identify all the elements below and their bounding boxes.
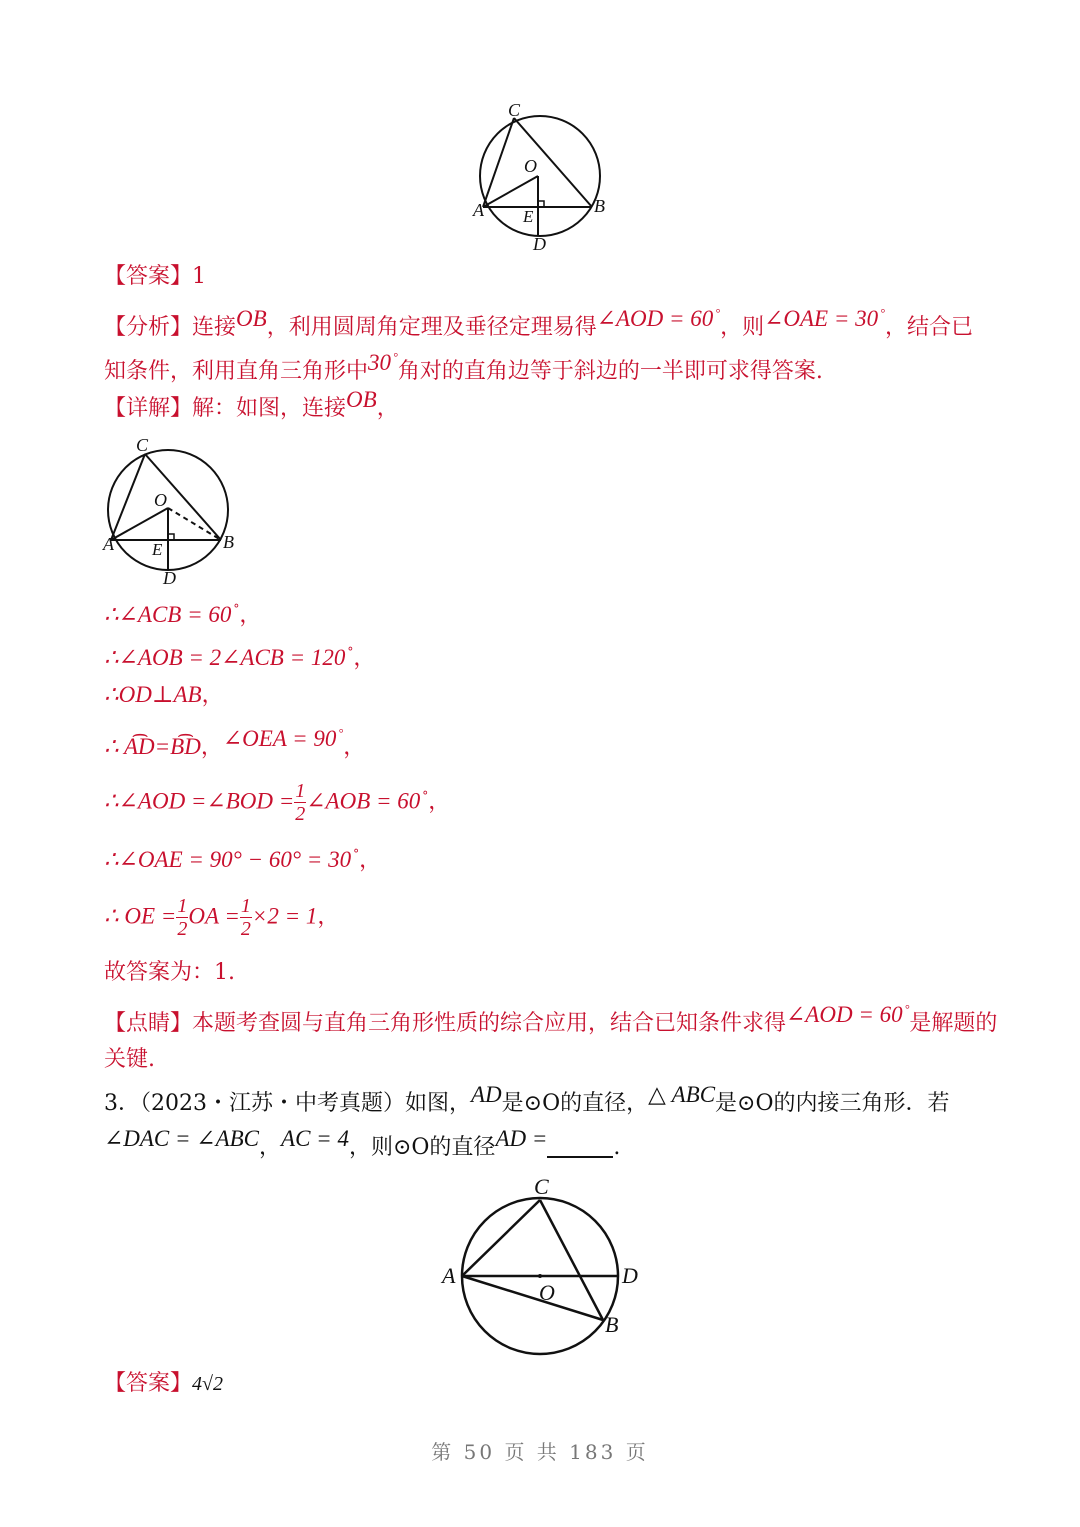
comma: ， bbox=[201, 683, 224, 708]
step-5-math: ∴∠AOD =∠BOD = bbox=[104, 788, 295, 814]
fig1-label-o: O bbox=[524, 156, 537, 176]
step-7 bbox=[104, 895, 339, 940]
comment-line-2: 关键. bbox=[104, 1047, 155, 1072]
math-thirty-degree: 30 ° bbox=[368, 350, 398, 375]
analysis-text: 角对的直角边等于斜边的一半即可求得答案. bbox=[397, 359, 823, 384]
fig3-label-a: A bbox=[442, 1263, 456, 1288]
step-5 bbox=[104, 780, 450, 825]
comment-line-1 bbox=[104, 1002, 997, 1039]
math-ad-equals: AD = bbox=[495, 1126, 548, 1151]
answer-tag: 【答案】 bbox=[104, 1371, 193, 1396]
math-triangle-abc: △ ABC bbox=[648, 1082, 716, 1107]
step-4 bbox=[104, 726, 365, 763]
step-2-math: ∴∠AOB = 2∠ACB = 120 bbox=[104, 645, 346, 670]
fig3-label-c: C bbox=[534, 1174, 549, 1199]
analysis-tag: 【分析】 bbox=[104, 315, 193, 340]
fraction-one-half: $\frac{1}{2}$ bbox=[240, 895, 251, 940]
math-angle-aod: ∠AOD = 60 ° bbox=[786, 1002, 910, 1027]
fig3-chord-ab bbox=[462, 1276, 603, 1320]
detail-text: ， bbox=[376, 396, 399, 421]
fig3-label-o: O bbox=[539, 1280, 555, 1305]
problem-3-text: ，则⊙O的直径 bbox=[348, 1135, 496, 1160]
fig2-label-d: D bbox=[163, 568, 176, 588]
analysis-text: 连接 bbox=[192, 315, 237, 340]
degree-mark: ° bbox=[347, 645, 354, 659]
problem-3-text: 是⊙O的直径， bbox=[501, 1091, 649, 1116]
problem-3-line-2 bbox=[104, 1126, 621, 1163]
fig1-label-e: E bbox=[523, 207, 534, 226]
comment-text: 本题考查圆与直角三角形性质的综合应用，结合已知条件求得 bbox=[192, 1011, 787, 1036]
comma: ， bbox=[343, 735, 366, 760]
step-3 bbox=[104, 680, 224, 711]
comma: ， bbox=[239, 603, 262, 628]
fig2-dashed-ob bbox=[168, 508, 221, 540]
fraction-one-half: $\frac{1}{2}$ bbox=[295, 780, 306, 825]
math-angle-oae: ∠OAE = 30 ° bbox=[764, 306, 885, 331]
analysis-text: ，利用圆周角定理及垂径定理易得 bbox=[266, 315, 597, 340]
figure-3-circle-diagram bbox=[435, 1170, 650, 1370]
fig1-label-b: B bbox=[594, 196, 605, 216]
comma: ， bbox=[359, 848, 382, 873]
fig1-label-d: D bbox=[533, 234, 546, 254]
page-number-footer: 第 50 页 共 183 页 bbox=[431, 1440, 649, 1464]
analysis-text: ，结合已 bbox=[884, 315, 973, 340]
problem-3-text: . bbox=[613, 1135, 621, 1160]
answer-blank bbox=[547, 1156, 613, 1158]
fig1-circle bbox=[480, 116, 600, 236]
answer-tag: 【答案】 bbox=[104, 264, 193, 289]
analysis-text: ，则 bbox=[720, 315, 765, 340]
fig2-label-b: B bbox=[223, 532, 234, 552]
comma: ， bbox=[200, 735, 223, 760]
step-4-angle-math: ∠OEA = 90 ° bbox=[222, 726, 344, 751]
fig3-label-b: B bbox=[605, 1312, 619, 1337]
fraction-one-half: $\frac{1}{2}$ bbox=[177, 895, 188, 940]
math-angle-condition: ∠DAC = ∠ABC bbox=[104, 1126, 260, 1151]
answer-1-line bbox=[104, 262, 206, 292]
fig2-chord-ac bbox=[111, 454, 145, 540]
step-7-math: ∴ OE = bbox=[104, 903, 177, 929]
comment-tag: 【点睛】 bbox=[104, 1011, 193, 1036]
detail-text: 解：如图，连接 bbox=[192, 396, 347, 421]
fig2-label-e: E bbox=[152, 540, 163, 559]
math-angle-aod: ∠AOD = 60 ° bbox=[596, 306, 721, 331]
comment-text: 是解题的 bbox=[909, 1011, 998, 1036]
answer-value: 1 bbox=[192, 264, 207, 289]
figure-1-circle-diagram bbox=[470, 98, 620, 258]
fig2-label-c: C bbox=[136, 435, 149, 455]
fig3-chord-ac bbox=[462, 1200, 540, 1276]
conclusion-line: 故答案为：1. bbox=[104, 960, 235, 985]
step-4-arc-math: ∴ A͡D=B͡D bbox=[104, 734, 201, 759]
step-3-math: ∴OD⊥AB bbox=[104, 682, 202, 707]
fig2-label-a: A bbox=[103, 534, 114, 554]
step-6 bbox=[104, 839, 381, 876]
degree-mark: ° bbox=[233, 602, 240, 616]
step-1-math: ∴∠ACB = 60 bbox=[104, 602, 232, 627]
answer-3-line bbox=[104, 1369, 223, 1399]
comma: ， bbox=[353, 646, 376, 671]
figure-2-circle-diagram bbox=[100, 432, 250, 592]
comma: ， bbox=[428, 789, 451, 815]
comma: ， bbox=[317, 904, 340, 930]
math-ac-length: AC = 4 bbox=[281, 1126, 349, 1151]
degree-mark: ° bbox=[353, 847, 360, 861]
fig2-segment-oa bbox=[111, 508, 168, 540]
fig2-label-o: O bbox=[154, 490, 167, 510]
detail-tag: 【详解】 bbox=[104, 396, 193, 421]
step-2 bbox=[104, 637, 375, 674]
math-ob: OB bbox=[346, 387, 377, 412]
math-ad: AD bbox=[471, 1082, 502, 1107]
step-6-math: ∴∠OAE = 90° − 60° = 30 bbox=[104, 847, 352, 872]
analysis-line-1 bbox=[104, 306, 973, 343]
step-7-math: ×2 = 1 bbox=[251, 903, 318, 929]
step-1 bbox=[104, 594, 261, 631]
analysis-text: 知条件，利用直角三角形中 bbox=[104, 359, 369, 384]
step-5-math: ∠AOB = 60 bbox=[306, 788, 421, 814]
math-ob: OB bbox=[236, 306, 267, 331]
answer-value: 4√2 bbox=[192, 1373, 223, 1395]
problem-3-line-1 bbox=[104, 1082, 950, 1119]
problem-3-text: 是⊙O的内接三角形．若 bbox=[715, 1091, 950, 1116]
fig3-label-d: D bbox=[622, 1263, 638, 1288]
fig1-label-a: A bbox=[473, 200, 484, 220]
problem-3-text: 3．（2023・江苏・中考真题）如图， bbox=[104, 1091, 471, 1116]
detail-line bbox=[104, 387, 399, 424]
degree-mark: ° bbox=[422, 788, 429, 803]
analysis-line-2 bbox=[104, 350, 823, 387]
step-7-math: OA = bbox=[188, 903, 240, 929]
fig3-center-point bbox=[538, 1274, 542, 1278]
problem-3-text: ， bbox=[259, 1135, 282, 1160]
fig1-label-c: C bbox=[508, 100, 521, 120]
